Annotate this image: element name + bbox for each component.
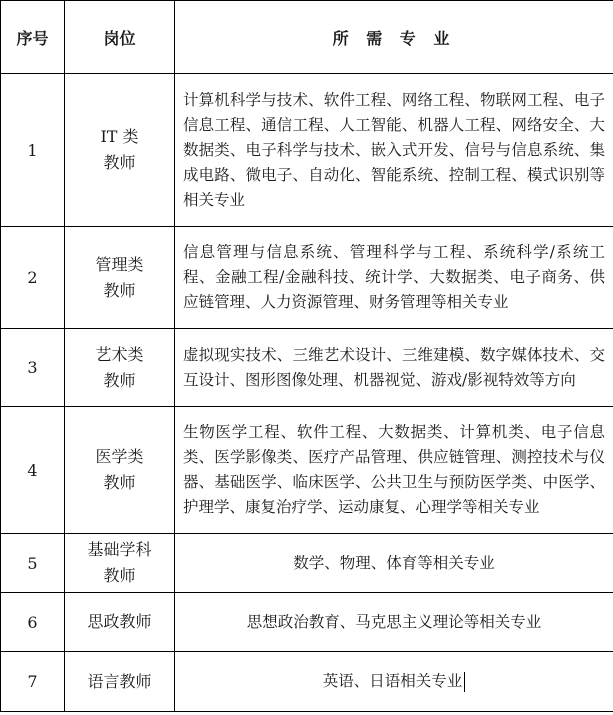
row-position <box>65 329 175 407</box>
position-line-1: 管理类 <box>95 254 144 274</box>
row-index: 6 <box>1 593 65 652</box>
row-major: 计算机科学与技术、软件工程、网络工程、物联网工程、电子信息工程、通信工程、人工智能、机器人工程、网络安全、大数据类、电子科学与技术、嵌入式开发、信号与信息系统、集成电路、微电子、自动化、智能系统、控制工程、模式识别等相关专业 <box>175 74 613 227</box>
position-line-2: 教师 <box>103 280 136 300</box>
row-major: 思想政治教育、马克思主义理论等相关专业 <box>175 593 613 652</box>
row-major: 数学、物理、体育等相关专业 <box>175 534 613 593</box>
text-cursor <box>464 672 465 692</box>
header-position: 岗位 <box>65 1 175 74</box>
table-row <box>1 407 613 534</box>
row-index: 3 <box>1 329 65 407</box>
table-row <box>1 329 613 407</box>
table-row <box>1 593 613 652</box>
row-major-text: 英语、日语相关专业 <box>322 672 463 690</box>
position-line-1: 思政教师 <box>87 612 152 631</box>
header-index: 序号 <box>1 1 65 74</box>
table-row <box>1 74 613 227</box>
position-line-2: 教师 <box>103 566 136 585</box>
table-row <box>1 534 613 593</box>
row-index: 1 <box>1 74 65 227</box>
row-major: 信息管理与信息系统、管理科学与工程、系统科学/系统工程、金融工程/金融科技、统计学、大数据类、电子商务、供应链管理、人力资源管理、财务管理等相关专业 <box>175 227 613 329</box>
position-line-2: 教师 <box>103 370 136 390</box>
row-index: 7 <box>1 652 65 712</box>
position-line-2: 教师 <box>103 473 136 492</box>
row-position <box>65 593 175 652</box>
row-major: 虚拟现实技术、三维艺术设计、三维建模、数字媒体技术、交互设计、图形图像处理、机器视觉、游戏/影视特效等方向 <box>175 329 613 407</box>
row-position <box>65 652 175 712</box>
table-row <box>1 227 613 329</box>
header-row <box>1 1 613 74</box>
row-index: 5 <box>1 534 65 593</box>
position-line-1: 语言教师 <box>87 671 152 691</box>
position-line-1: 基础学科 <box>87 540 152 559</box>
row-index: 2 <box>1 227 65 329</box>
row-position <box>65 74 175 227</box>
row-position <box>65 534 175 593</box>
position-line-2: 教师 <box>103 153 136 172</box>
row-major <box>175 652 613 712</box>
position-line-1: 艺术类 <box>95 344 144 364</box>
table-row <box>1 652 613 712</box>
row-position <box>65 227 175 329</box>
position-line-1: IT 类 <box>100 127 139 146</box>
row-major: 生物医学工程、软件工程、大数据类、计算机类、电子信息类、医学影像类、医疗产品管理、供应链管理、测控技术与仪器、基础医学、临床医学、公共卫生与预防医学类、中医学、护理学、康复治疗学、运动康复、心理学等相关专业 <box>175 407 613 534</box>
row-position <box>65 407 175 534</box>
row-index: 4 <box>1 407 65 534</box>
header-major: 所 需 专 业 <box>175 1 613 74</box>
position-line-1: 医学类 <box>95 447 144 466</box>
